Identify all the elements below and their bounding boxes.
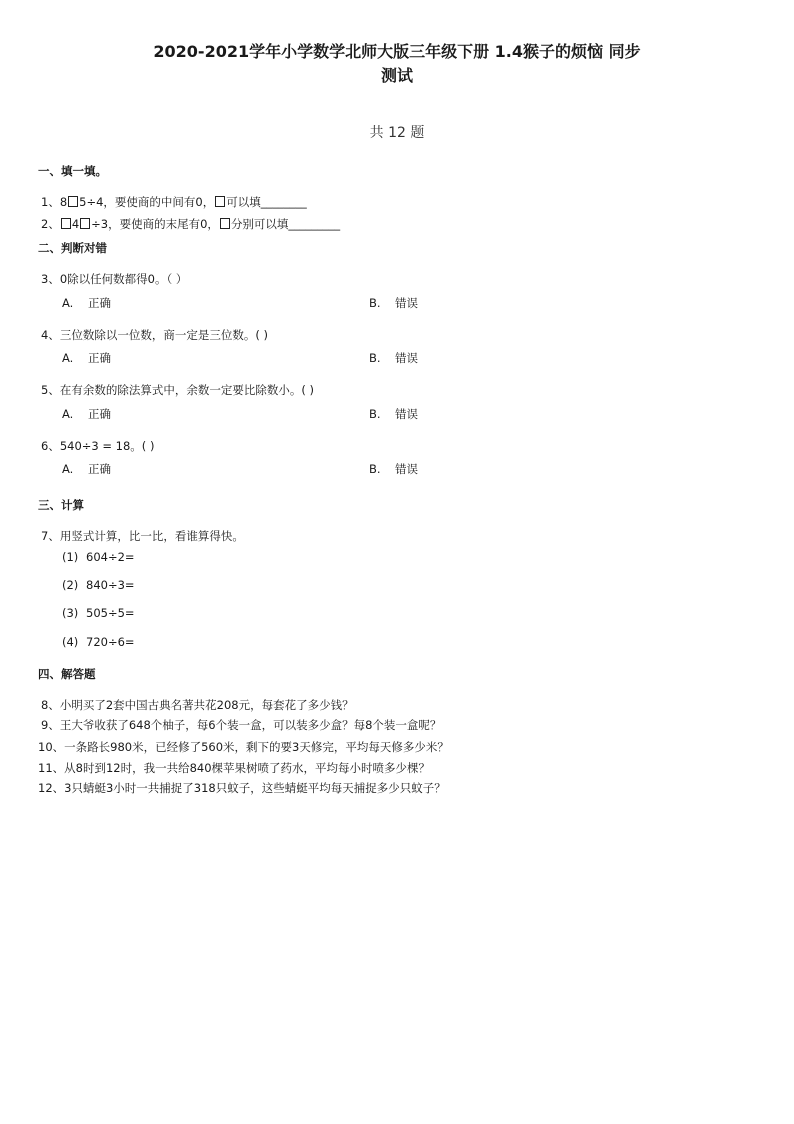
blank-box [220, 218, 230, 229]
option-b[interactable]: B. 错误 [369, 407, 418, 421]
question-11: 11、从8时到12时，我一共给840棵苹果树喷了药水，平均每小时喷多少棵？ [38, 761, 431, 775]
section-calculation: 三、计算 [38, 498, 84, 512]
option-b[interactable]: B. 错误 [369, 462, 418, 476]
question-3: 3、0除以任何数都得0。（ ） [41, 272, 188, 286]
question-6: 6、540÷3 = 18。( ) [41, 439, 155, 453]
section-word-problems: 四、解答题 [38, 667, 96, 681]
option-b[interactable]: B. 错误 [369, 351, 418, 365]
sub-question-4: (4) 720÷6= [62, 635, 135, 649]
option-a[interactable]: A. 正确 [62, 351, 111, 365]
question-1: 1、8 5÷4，要使商的中间有0， 可以填________ [41, 195, 307, 209]
blank-box [61, 218, 71, 229]
doc-title-line1: 2020-2021学年小学数学北师大版三年级下册 1.4猴子的烦恼 同步 [153, 42, 641, 61]
option-a[interactable]: A. 正确 [62, 407, 111, 421]
sub-question-1: (1) 604÷2= [62, 550, 135, 564]
question-10: 10、一条路长980米，已经修了560米，剩下的要3天修完，平均每天修多少米？ [38, 740, 449, 754]
option-a[interactable]: A. 正确 [62, 296, 111, 310]
question-5: 5、在有余数的除法算式中，余数一定要比除数小。( ) [41, 383, 314, 397]
section-fill-in: 一、填一填。 [38, 164, 107, 178]
question-12: 12、3只蜻蜓3小时一共捕捉了318只蚊子，这些蜻蜓平均每天捕捉多少只蚊子？ [38, 781, 446, 795]
section-true-false: 二、判断对错 [38, 241, 107, 255]
blank-box [68, 196, 78, 207]
question-8: 8、小明买了2套中国古典名著共花208元，每套花了多少钱？ [41, 698, 354, 712]
question-9: 9、王大爷收获了648个柚子，每6个装一盒，可以装多少盒？每8个装一盒呢？ [41, 718, 442, 732]
doc-title-line2: 测试 [380, 66, 413, 85]
option-b[interactable]: B. 错误 [369, 296, 418, 310]
sub-question-2: (2) 840÷3= [62, 578, 135, 592]
sub-question-3: (3) 505÷5= [62, 606, 135, 620]
blank-box [80, 218, 90, 229]
question-count: 共 12 题 [369, 125, 425, 141]
question-2: 2、 4 ÷3，要使商的末尾有0， 分别可以填_________ [41, 217, 341, 231]
blank-box [215, 196, 225, 207]
question-4: 4、三位数除以一位数，商一定是三位数。( ) [41, 328, 268, 342]
question-7: 7、用竖式计算，比一比，看谁算得快。 [41, 529, 244, 543]
option-a[interactable]: A. 正确 [62, 462, 111, 476]
